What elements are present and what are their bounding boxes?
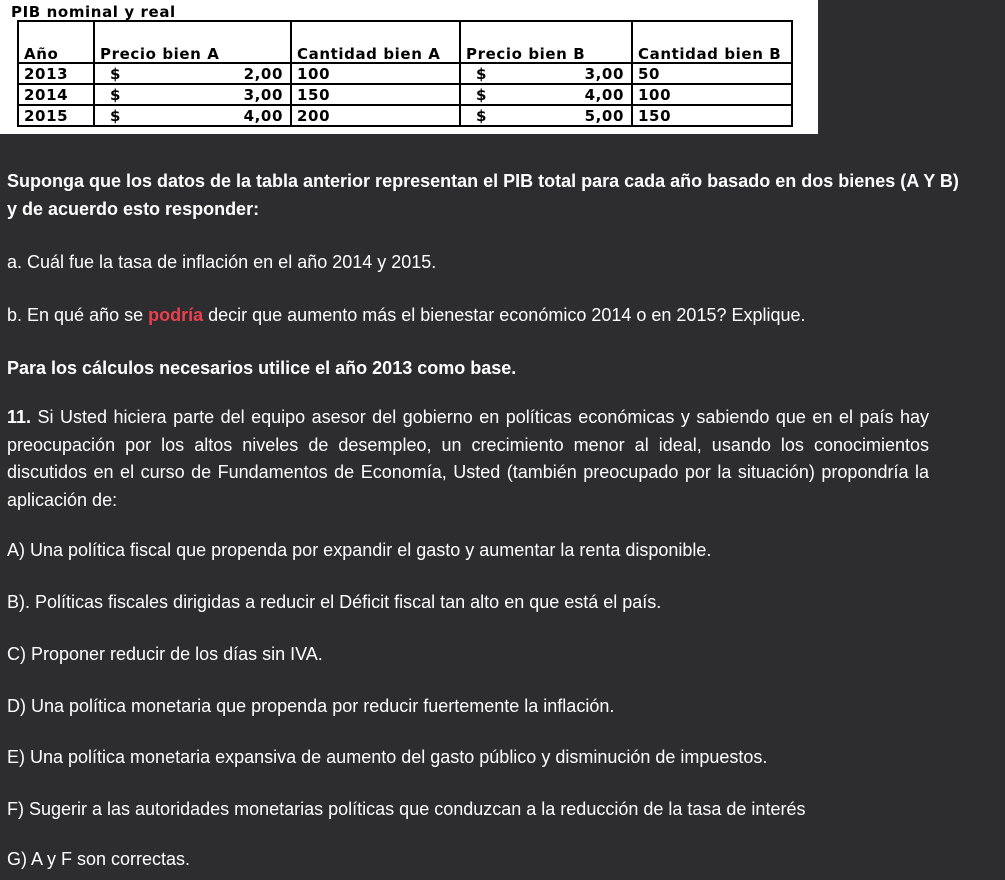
question-b: b. En qué año se podría decir que aumento más el bienestar económico 2014 o en 2015? Explique. bbox=[7, 305, 806, 325]
cell-qty-a: 100 bbox=[291, 63, 460, 84]
cell-price-a: $ 2,00 bbox=[94, 63, 291, 84]
table-caption: PIB nominal y real bbox=[11, 3, 176, 21]
table-row bbox=[18, 63, 792, 84]
table-header-row bbox=[18, 21, 792, 63]
header-price-a: Precio bien A bbox=[94, 21, 291, 63]
question-11: 11. Si Usted hiciera parte del equipo asesor del gobierno en políticas económicas y sabiendo que en el país hay preocupación por los altos niveles de desempleo, un crecimiento menor al ideal, usando los conocimientos discutidos en el curso de Fundamentos de Economía, Usted (también preocupado por la situación) propondría la aplicación de: bbox=[7, 407, 929, 510]
cell-price-b: $ 5,00 bbox=[460, 105, 632, 126]
option-g: G) A y F son correctas. bbox=[7, 849, 191, 869]
highlighted-word: podría bbox=[148, 305, 204, 325]
gdp-table-image bbox=[0, 0, 818, 134]
cell-qty-a: 200 bbox=[291, 105, 460, 126]
intro-paragraph: Suponga que los datos de la tabla anterior representan el PIB total para cada año basado en dos bienes (A Y B) y de acuerdo esto responder: bbox=[7, 171, 959, 219]
header-qty-b: Cantidad bien B bbox=[632, 21, 792, 63]
dollar-sign: $ bbox=[476, 65, 488, 83]
header-year: Año bbox=[18, 21, 94, 63]
cell-year: 2015 bbox=[18, 105, 94, 126]
header-price-b: Precio bien B bbox=[460, 21, 632, 63]
cell-price-a: $ 3,00 bbox=[94, 84, 291, 105]
base-year-note: Para los cálculos necesarios utilice el año 2013 como base. bbox=[7, 358, 517, 378]
cell-qty-b: 50 bbox=[632, 63, 792, 84]
cell-year: 2014 bbox=[18, 84, 94, 105]
option-c: C) Proponer reducir de los días sin IVA. bbox=[7, 644, 323, 664]
option-e: E) Una política monetaria expansiva de aumento del gasto público y disminución de impuestos. bbox=[7, 747, 768, 767]
dollar-sign: $ bbox=[476, 107, 488, 125]
gdp-table bbox=[17, 20, 793, 127]
header-qty-a: Cantidad bien A bbox=[291, 21, 460, 63]
dollar-sign: $ bbox=[110, 86, 122, 104]
cell-qty-b: 150 bbox=[632, 105, 792, 126]
cell-price-a: $ 4,00 bbox=[94, 105, 291, 126]
option-d: D) Una política monetaria que propenda por reducir fuertemente la inflación. bbox=[7, 696, 615, 716]
table-row bbox=[18, 84, 792, 105]
question-a: a. Cuál fue la tasa de inflación en el año 2014 y 2015. bbox=[7, 252, 437, 272]
cell-qty-a: 150 bbox=[291, 84, 460, 105]
option-f: F) Sugerir a las autoridades monetarias políticas que conduzcan a la reducción de la tasa de interés bbox=[7, 799, 806, 819]
question-number: 11. bbox=[7, 407, 32, 427]
dollar-sign: $ bbox=[110, 65, 122, 83]
dollar-sign: $ bbox=[476, 86, 488, 104]
dollar-sign: $ bbox=[110, 107, 122, 125]
option-b: B). Políticas fiscales dirigidas a reducir el Déficit fiscal tan alto en que está el país. bbox=[7, 592, 662, 612]
cell-price-b: $ 4,00 bbox=[460, 84, 632, 105]
option-a: A) Una política fiscal que propenda por expandir el gasto y aumentar la renta disponible. bbox=[7, 540, 712, 560]
cell-price-b: $ 3,00 bbox=[460, 63, 632, 84]
table-row bbox=[18, 105, 792, 126]
cell-qty-b: 100 bbox=[632, 84, 792, 105]
cell-year: 2013 bbox=[18, 63, 94, 84]
